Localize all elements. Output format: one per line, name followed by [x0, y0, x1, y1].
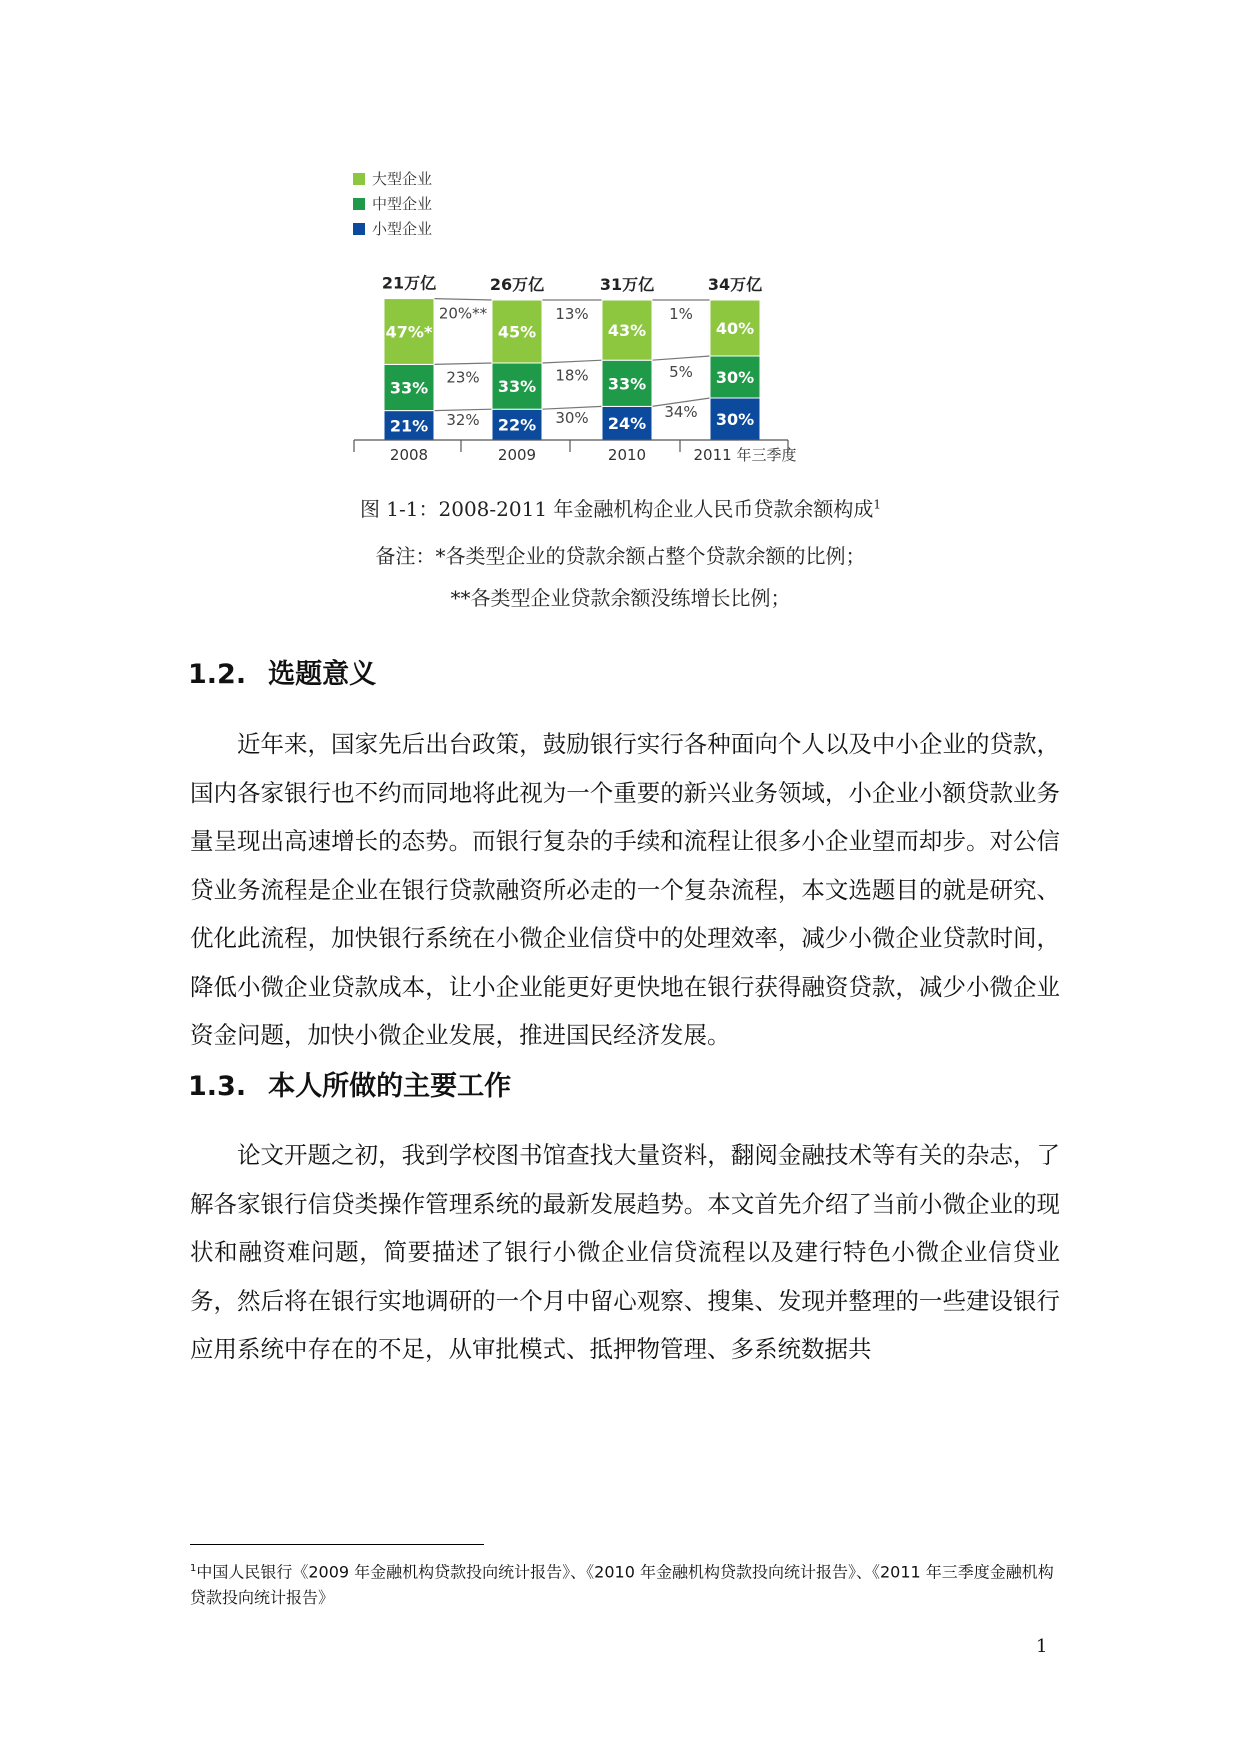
section-heading-1-3 — [188, 1064, 511, 1103]
growth-connector-line — [652, 356, 710, 360]
footnote-mark: 1 — [190, 1563, 197, 1574]
bar-value-label: 47%* — [385, 322, 433, 342]
figure-note-2: **各类型企业贷款余额没练增长比例； — [450, 586, 791, 610]
section-heading-1-2 — [188, 652, 376, 691]
chart-legend — [353, 170, 432, 238]
figure-caption: 图 1-1：2008-2011 年金融机构企业人民币贷款余额构成$^1$ — [359, 497, 882, 521]
growth-connector-line — [542, 360, 602, 363]
growth-label: 13% — [555, 305, 589, 323]
section-number: 1.3. — [188, 1071, 247, 1102]
growth-label: 32% — [446, 410, 480, 429]
page-number: 1 — [1036, 1636, 1048, 1657]
bar-value-label: 33% — [607, 374, 647, 394]
bar-value-label: 33% — [389, 378, 429, 398]
figure-note-1: 备注：*各类型企业的贷款余额占整个贷款余额的比例； — [375, 544, 866, 568]
figure-caption-footnote-mark: 1 — [873, 497, 882, 512]
section-1-2-paragraph: 近年来，国家先后出台政策，鼓励银行实行各种面向个人以及中小企业的贷款，国内各家银行也不约而同地将此视为一个重要的新兴业务领域，小企业小额贷款业务量呈现出高速增长的态势。而银行复杂的手续和流程让很多小企业望而却步。对公信贷业务流程是企业在银行贷款融资所必走的一个复杂流程，本文选题目的就是研究、优化此流程，加快银行系统在小微企业信贷中的处理效率，减少小微企业贷款时间，降低小微企业贷款成本，让小企业能更好更快地在银行获得融资贷款，减少小微企业资金问题，加快小微企业发展，推进国民经济发展。 — [190, 730, 1060, 1049]
x-axis-tick-label: 2011 年三季度 — [693, 446, 797, 464]
x-axis-tick-label: 2009 — [497, 446, 537, 464]
growth-label: 1% — [669, 305, 693, 323]
legend-label: 小型企业 — [372, 220, 433, 238]
section-1-3-paragraph: 论文开题之初，我到学校图书馆查找大量资料，翻阅金融技术等有关的杂志，了解各家银行信贷类操作管理系统的最新发展趋势。本文首先介绍了当前小微企业的现状和融资难问题，简要描述了银行小微企业信贷流程以及建行特色小微企业信贷业务，然后将在银行实地调研的一个月中留心观察、搜集、发现并整理的一些建设银行应用系统中存在的不足，从审批模式、抵押物管理、多系统数据共 — [190, 1141, 1060, 1363]
growth-connector-line — [434, 363, 492, 364]
bar-total-label: 21万亿 — [381, 273, 437, 293]
growth-label: 23% — [446, 368, 480, 387]
growth-label: 18% — [555, 366, 589, 385]
footnote-separator — [190, 1544, 484, 1545]
legend-label: 中型企业 — [372, 195, 433, 213]
bar-total-label: 34万亿 — [707, 275, 763, 294]
legend-swatch — [353, 223, 365, 235]
growth-label: 34% — [664, 403, 698, 422]
bar-value-label: 33% — [497, 377, 537, 397]
bar-value-label: 30% — [715, 368, 755, 387]
legend-swatch — [353, 198, 365, 210]
growth-connector-line — [434, 299, 492, 300]
section-title: 本人所做的主要工作 — [268, 1071, 512, 1102]
x-axis — [354, 440, 796, 464]
bar-value-label: 21% — [389, 416, 429, 436]
bar-total-label: 31万亿 — [599, 275, 655, 294]
loan-composition-chart — [372, 170, 880, 520]
bar-value-label: 24% — [607, 414, 647, 434]
footnote — [190, 1556, 1060, 1611]
bar-value-label: 40% — [715, 319, 755, 338]
bar-value-label: 45% — [497, 322, 537, 342]
section-title: 选题意义 — [268, 659, 377, 690]
growth-label: 30% — [555, 408, 589, 427]
legend-swatch — [353, 173, 365, 185]
bar-value-label: 43% — [607, 321, 647, 341]
legend-label: 大型企业 — [372, 170, 433, 188]
x-axis-tick-label: 2010 — [607, 446, 647, 464]
growth-label: 20%** — [438, 304, 488, 323]
footnote-text: 中国人民银行《2009 年金融机构贷款投向统计报告》、《2010 年金融机构贷款投向统计报告》、《2011 年三季度金融机构贷款投向统计报告》 — [190, 1562, 1054, 1608]
section-number: 1.2. — [188, 659, 247, 690]
growth-connectors — [434, 299, 710, 429]
growth-label: 5% — [669, 363, 693, 382]
x-axis-tick-label: 2008 — [389, 446, 429, 464]
bar-total-label: 26万亿 — [489, 275, 545, 294]
bar-value-label: 30% — [715, 410, 755, 429]
bar-value-label: 22% — [497, 415, 537, 435]
